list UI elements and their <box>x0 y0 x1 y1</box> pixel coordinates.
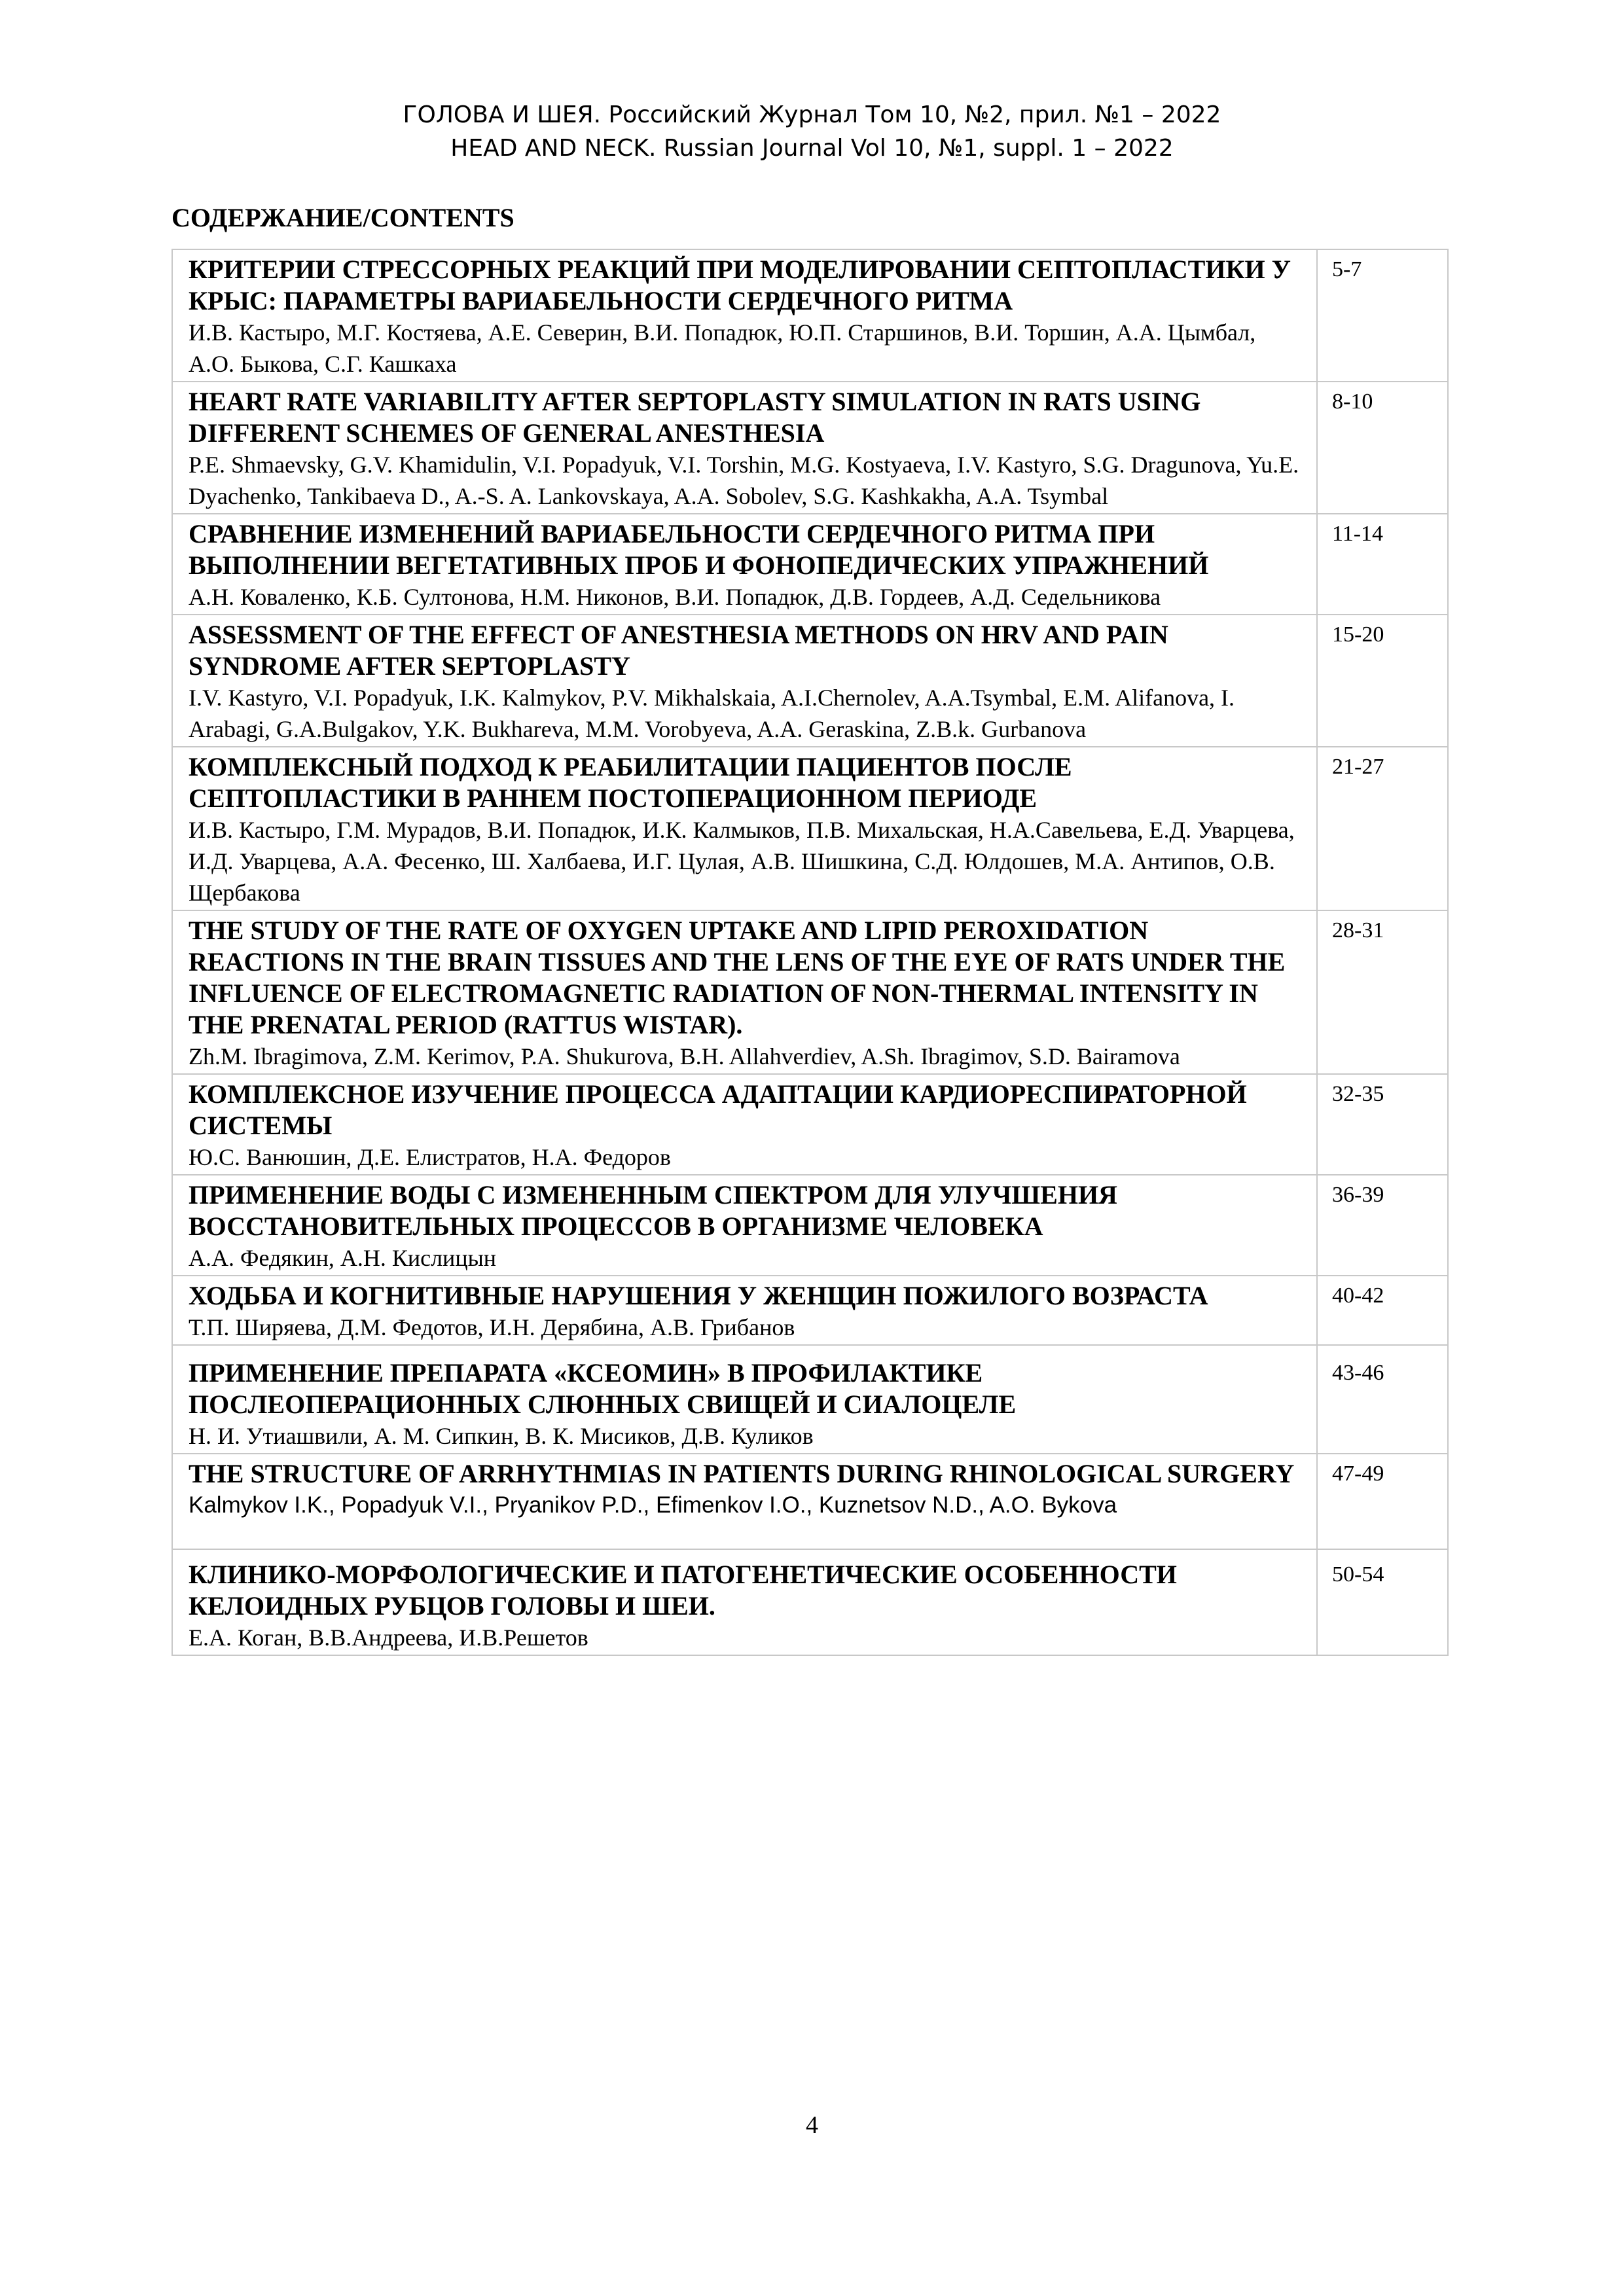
article-title: СРАВНЕНИЕ ИЗМЕНЕНИЙ ВАРИАБЕЛЬНОСТИ СЕРДЕЧНОГО РИТМА ПРИ ВЫПОЛНЕНИИ ВЕГЕТАТИВНЫХ ПРОБ И ФОНОПЕДИЧЕСКИХ УПРАЖНЕНИЙ <box>189 519 1209 580</box>
table-row <box>172 1345 1448 1454</box>
entry-cell <box>172 1345 1317 1454</box>
entry-cell <box>172 1074 1317 1175</box>
cell-spacer <box>189 1521 1306 1547</box>
table-row <box>172 1454 1448 1549</box>
article-authors: Е.А. Коган, В.В.Андреева, И.В.Решетов <box>189 1624 588 1651</box>
table-row <box>172 1276 1448 1345</box>
header-line-english: HEAD AND NECK. Russian Journal Vol 10, №1, suppl. 1 – 2022 <box>450 135 1174 162</box>
page-number: 4 <box>806 2111 818 2139</box>
entry-cell <box>172 910 1317 1074</box>
header-line-russian: ГОЛОВА И ШЕЯ. Российский Журнал Том 10, №2, прил. №1 – 2022 <box>403 101 1221 128</box>
article-title: THE STUDY OF THE RATE OF OXYGEN UPTAKE AND LIPID PEROXIDATION REACTIONS IN THE BRAIN TISSUES AND THE LENS OF THE EYE OF RATS UNDER THE INFLUENCE OF ELECTROMAGNETIC RADIATION OF NON-THERMAL INTENSITY IN THE PRENATAL PERIOD (RATTUS WISTAR). <box>189 916 1286 1039</box>
table-row <box>172 514 1448 615</box>
entry-cell <box>172 1175 1317 1276</box>
page-range: 32-35 <box>1317 1074 1448 1175</box>
article-title: ПРИМЕНЕНИЕ ВОДЫ С ИЗМЕНЕННЫМ СПЕКТРОМ ДЛЯ УЛУЧШЕНИЯ ВОССТАНОВИТЕЛЬНЫХ ПРОЦЕССОВ В ОРГАНИЗМЕ ЧЕЛОВЕКА <box>189 1180 1117 1241</box>
page-range: 21-27 <box>1317 747 1448 910</box>
entry-cell <box>172 382 1317 514</box>
entry-cell <box>172 1276 1317 1345</box>
page-range: 8-10 <box>1317 382 1448 514</box>
article-title: КОМПЛЕКСНОЕ ИЗУЧЕНИЕ ПРОЦЕССА АДАПТАЦИИ КАРДИОРЕСПИРАТОРНОЙ СИСТЕМЫ <box>189 1079 1247 1140</box>
article-authors: И.В. Кастыро, М.Г. Костяева, А.Е. Северин, В.И. Попадюк, Ю.П. Старшинов, В.И. Торшин, А.А. Цымбал, А.О. Быкова, С.Г. Кашкаха <box>189 319 1256 377</box>
page-range: 36-39 <box>1317 1175 1448 1276</box>
article-authors: I.V. Kastyro, V.I. Popadyuk, I.K. Kalmykov, P.V. Mikhalskaia, A.I.Chernolev, A.A.Tsymbal, E.M. Alifanova, I. Arabagi, G.A.Bulgakov, Y.K. Bukhareva, M.M. Vorobyeva, A.A. Geraskina, Z.B.k. Gurbanova <box>189 685 1235 742</box>
page-range: 40-42 <box>1317 1276 1448 1345</box>
article-title: THE STRUCTURE OF ARRHYTHMIAS IN PATIENTS DURING RHINOLOGICAL SURGERY <box>189 1459 1295 1488</box>
article-title: ХОДЬБА И КОГНИТИВНЫЕ НАРУШЕНИЯ У ЖЕНЩИН ПОЖИЛОГО ВОЗРАСТА <box>189 1281 1208 1310</box>
page-range: 50-54 <box>1317 1549 1448 1655</box>
page-range: 43-46 <box>1317 1345 1448 1454</box>
page-range: 47-49 <box>1317 1454 1448 1549</box>
table-row <box>172 249 1448 382</box>
table-row <box>172 910 1448 1074</box>
table-row <box>172 615 1448 747</box>
running-header <box>0 98 1624 165</box>
table-row <box>172 382 1448 514</box>
table-row <box>172 1549 1448 1655</box>
entry-cell <box>172 249 1317 382</box>
table-row <box>172 1175 1448 1276</box>
page-range: 15-20 <box>1317 615 1448 747</box>
article-authors: P.E. Shmaevsky, G.V. Khamidulin, V.I. Popadyuk, V.I. Torshin, M.G. Kostyaeva, I.V. Kastyro, S.G. Dragunova, Yu.E. Dyachenko, Tankibaeva D., A.-S. A. Lankovskaya, A.A. Sobolev, S.G. Kashkakha, A.A. Tsymbal <box>189 452 1299 509</box>
entry-cell <box>172 1549 1317 1655</box>
entry-cell <box>172 615 1317 747</box>
entry-cell <box>172 1454 1317 1549</box>
contents-heading: СОДЕРЖАНИЕ/CONTENTS <box>171 203 514 232</box>
article-title: КЛИНИКО-МОРФОЛОГИЧЕСКИЕ И ПАТОГЕНЕТИЧЕСКИЕ ОСОБЕННОСТИ КЕЛОИДНЫХ РУБЦОВ ГОЛОВЫ И ШЕИ. <box>189 1560 1177 1621</box>
contents-table <box>171 249 1449 1656</box>
page-range: 5-7 <box>1317 249 1448 382</box>
page-range: 28-31 <box>1317 910 1448 1074</box>
article-authors: Т.П. Ширяева, Д.М. Федотов, И.Н. Дерябина, А.В. Грибанов <box>189 1314 795 1340</box>
article-authors: А.А. Федякин, А.Н. Кислицын <box>189 1245 497 1271</box>
article-authors: Ю.С. Ванюшин, Д.Е. Елистратов, Н.А. Федоров <box>189 1144 671 1170</box>
table-row <box>172 747 1448 910</box>
entry-cell <box>172 747 1317 910</box>
article-authors: Kalmykov I.K., Popadyuk V.I., Pryanikov P.D., Efimenkov I.O., Kuznetsov N.D., A.O. Bykova <box>189 1492 1117 1518</box>
article-authors: Zh.M. Ibragimova, Z.M. Kerimov, P.A. Shukurova, B.H. Allahverdiev, A.Sh. Ibragimov, S.D. Bairamova <box>189 1043 1180 1069</box>
article-authors: Н. И. Утиашвили, А. М. Сипкин, В. К. Мисиков, Д.В. Куликов <box>189 1423 814 1449</box>
article-authors: И.В. Кастыро, Г.М. Мурадов, В.И. Попадюк, И.К. Калмыков, П.В. Михальская, Н.А.Савельева, Е.Д. Уварцева, И.Д. Уварцева, А.А. Фесенко, Ш. Халбаева, И.Г. Цулая, А.В. Шишкина, С.Д. Юлдошев, М.А. Антипов, О.В. Щербакова <box>189 817 1295 906</box>
article-title: КРИТЕРИИ СТРЕССОРНЫХ РЕАКЦИЙ ПРИ МОДЕЛИРОВАНИИ СЕПТОПЛАСТИКИ У КРЫС: ПАРАМЕТРЫ ВАРИАБЕЛЬНОСТИ СЕРДЕЧНОГО РИТМА <box>189 255 1291 315</box>
entry-cell <box>172 514 1317 615</box>
article-title: КОМПЛЕКСНЫЙ ПОДХОД К РЕАБИЛИТАЦИИ ПАЦИЕНТОВ ПОСЛЕ СЕПТОПЛАСТИКИ В РАННЕМ ПОСТОПЕРАЦИОННОМ ПЕРИОДЕ <box>189 752 1072 813</box>
article-title: HEART RATE VARIABILITY AFTER SEPTOPLASTY SIMULATION IN RATS USING DIFFERENT SCHEMES OF GENERAL ANESTHESIA <box>189 387 1201 448</box>
article-authors: А.Н. Коваленко, К.Б. Султонова, Н.М. Никонов, В.И. Попадюк, Д.В. Гордеев, А.Д. Седельникова <box>189 584 1161 610</box>
article-title: ПРИМЕНЕНИЕ ПРЕПАРАТА «КСЕОМИН» В ПРОФИЛАКТИКЕ ПОСЛЕОПЕРАЦИОННЫХ СЛЮННЫХ СВИЩЕЙ И СИАЛОЦЕЛЕ <box>189 1358 1017 1419</box>
table-row <box>172 1074 1448 1175</box>
page-range: 11-14 <box>1317 514 1448 615</box>
article-title: ASSESSMENT OF THE EFFECT OF ANESTHESIA METHODS ON HRV AND PAIN SYNDROME AFTER SEPTOPLASTY <box>189 620 1168 681</box>
